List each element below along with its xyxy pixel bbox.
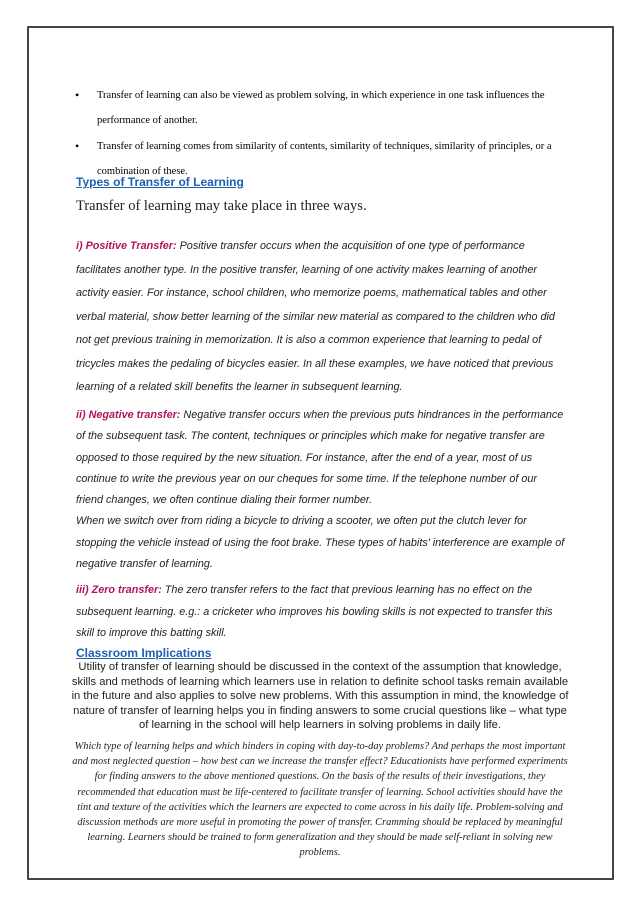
classroom-body: Utility of transfer of learning should be discussed in the context of the assumption that knowledge, skills and methods of learning which learners use in relation to definite school tasks remain available in the future and also applies to solve new problems. With this assumption in mind, the knowledge of nature of transfer of learning helps you in finding answers to some crucial questions like – what type of learning in the school will help learners in solving problems in daily life. (71, 661, 569, 732)
negative-transfer-text-2: When we switch over from riding a bicycle to driving a scooter, we often put the clutch lever for stopping the vehicle instead of using the foot brake. These types of habits' interference are example of negative transfer of learning. (76, 515, 565, 571)
negative-transfer-paragraph (76, 405, 566, 575)
positive-transfer-lead: i) Positive Transfer: (76, 240, 177, 252)
negative-transfer-text: Negative transfer occurs when the previous puts hindrances in the performance of the subsequent task. The content, techniques or principles which make for negative transfer are opposed to those required by the new situation. For instance, after the end of a year, most of us continue to write the previous year on our cheques for some time. If the telephone number of our friend changes, we often continue dialing their former number. (76, 409, 564, 507)
bullet-icon: • (75, 88, 80, 102)
bullet-item-1 (75, 83, 592, 133)
classroom-italic: Which type of learning helps and which hinders in coping with day-to-day problems? And perhaps the most important and most neglected question – how best can we increase the transfer effect? Educationists have performed experiments for finding answers to the above mentioned questions. On the basis of the results of their investigations, they recommended that education must be life-centered to facilitate transfer of learning. School activities should have the tint and texture of the activities which the learners are expected to come across in his daily life. Problem-solving and discussion methods are more useful in promoting the power of transfer. Cramming should be replaced by meaningful learning. Learners should be trained to form generalization and they should be made self-reliant in solving new problems. (72, 741, 568, 859)
bullet-icon: • (75, 139, 80, 153)
types-heading: Types of Transfer of Learning (76, 175, 244, 189)
classroom-heading: Classroom Implications (76, 646, 212, 660)
bullet-text-2: Transfer of learning comes from similarity of contents, similarity of techniques, similarity of principles, or a combination of these. (97, 141, 552, 177)
zero-transfer-paragraph (76, 580, 566, 645)
intro-text: Transfer of learning may take place in three ways. (76, 198, 367, 214)
positive-transfer-text: Positive transfer occurs when the acquisition of one type of performance facilitates another type. In the positive transfer, learning of one activity makes learning of another activity easier. For instance, school children, who memorize poems, mathematical tables and other verbal material, show better learning of the similar new material as compared to the children who did not get previous training in memorization. It is also a common experience that learning to pedal of tricycles makes the pedaling of bicycles easier. In all these examples, we have noticed that previous learning of a related skill benefits the learner in subsequent learning. (76, 240, 555, 393)
bullet-text-1: Transfer of learning can also be viewed as problem solving, in which experience in one task influences the performance of another. (97, 90, 545, 126)
negative-transfer-lead: ii) Negative transfer: (76, 409, 181, 421)
zero-transfer-lead: iii) Zero transfer: (76, 584, 162, 596)
zero-transfer-text: The zero transfer refers to the fact that previous learning has no effect on the subsequent learning. e.g.: a cricketer who improves his bowling skills is not expected to transfer this skill to improve this batting skill. (76, 584, 553, 639)
positive-transfer-paragraph (76, 235, 566, 400)
